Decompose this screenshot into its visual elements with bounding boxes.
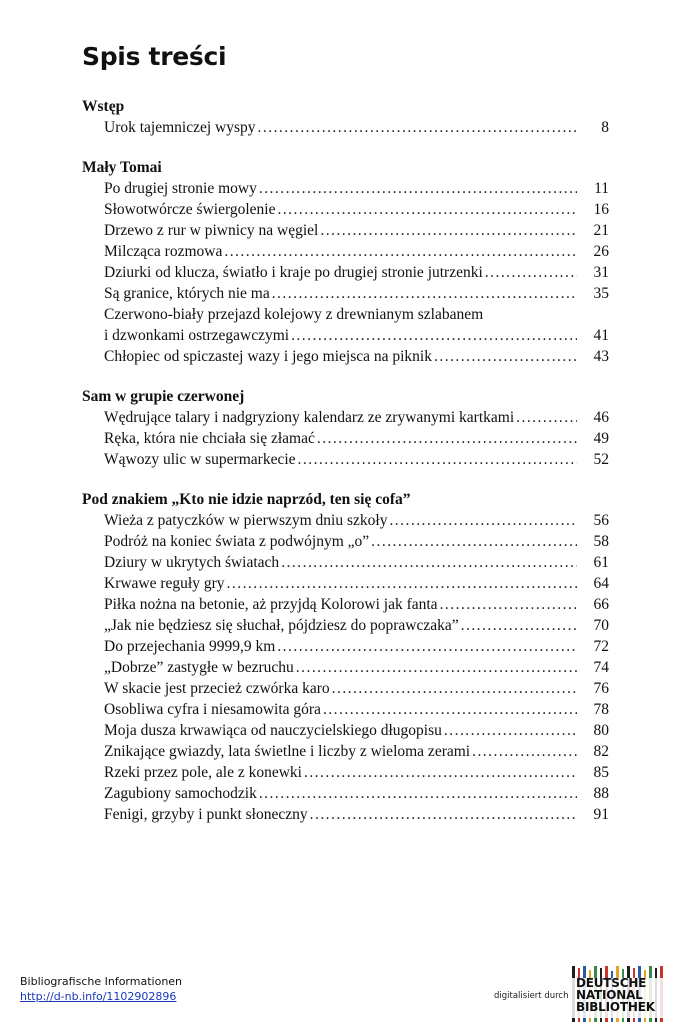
toc-entry-page-number: 16	[593, 201, 609, 218]
toc-entry-label: i dzwonkami ostrzegawczymi	[104, 327, 290, 344]
toc-entry-label: Osobliwa cyfra i niesamowita góra	[104, 701, 321, 718]
dot-leader	[317, 428, 577, 449]
toc-entry-page-number: 41	[593, 327, 609, 344]
bib-info-label: Bibliografische Informationen	[20, 975, 183, 988]
toc-entry-label: W skacie jest przecież czwórka karo	[104, 680, 330, 697]
toc-entry-page-number: 35	[593, 285, 609, 302]
toc-entry[interactable]	[82, 428, 609, 449]
toc-entry[interactable]	[82, 699, 609, 720]
toc-section	[82, 489, 609, 825]
toc-entry[interactable]	[82, 552, 609, 573]
section-heading: Pod znakiem „Kto nie idzie naprzód, ten się cofa”	[82, 491, 411, 508]
toc-entry-page-number: 70	[593, 617, 609, 634]
toc-entry[interactable]	[82, 199, 609, 220]
section-divider	[82, 367, 609, 382]
toc-entry-label-first-line: Czerwono-biały przejazd kolejowy z drewnianym szlabanem	[104, 306, 484, 323]
toc-entry-label: Wędrujące talary i nadgryziony kalendarz ze zrywanymi kartkami	[104, 409, 515, 426]
dnb-logo	[572, 966, 668, 1022]
dot-leader	[434, 346, 577, 367]
dnb-logo-line3: BIBLIOTHEK	[576, 1000, 655, 1014]
toc-entry[interactable]	[82, 804, 609, 825]
toc-entry-page-number: 8	[601, 119, 609, 136]
toc-entry[interactable]	[82, 720, 609, 741]
toc-entry-label: Podróż na koniec świata z podwójnym „o”	[104, 533, 370, 550]
dot-leader	[440, 594, 577, 615]
dot-leader	[258, 117, 577, 138]
dot-leader	[272, 283, 577, 304]
toc-entry-page-number: 49	[593, 430, 609, 447]
toc-entry[interactable]	[82, 262, 609, 283]
dot-leader	[281, 552, 577, 573]
dot-leader	[320, 220, 577, 241]
dot-leader	[224, 241, 577, 262]
toc-entry-page-number: 21	[593, 222, 609, 239]
toc-section	[82, 386, 609, 470]
toc-entry[interactable]	[82, 407, 609, 428]
toc-entry-label: Po drugiej stronie mowy	[104, 180, 257, 197]
dot-leader	[485, 262, 577, 283]
toc-entry-page-number: 46	[593, 409, 609, 426]
toc-entry-label: Dziury w ukrytych światach	[104, 554, 280, 571]
toc-entry-page-number: 85	[593, 764, 609, 781]
dot-leader	[259, 178, 577, 199]
dot-leader	[296, 657, 577, 678]
toc-entry-label: Milcząca rozmowa	[104, 243, 223, 260]
toc-entry-page-number: 31	[593, 264, 609, 281]
toc-entry[interactable]	[82, 220, 609, 241]
dot-leader	[332, 678, 577, 699]
dot-leader	[323, 699, 577, 720]
toc-entry-page-number: 66	[593, 596, 609, 613]
dot-leader	[259, 783, 577, 804]
section-heading: Mały Tomai	[82, 159, 162, 176]
toc-entry-page-number: 74	[593, 659, 609, 676]
toc-entry-label: Krwawe reguły gry	[104, 575, 225, 592]
toc-entry[interactable]	[82, 657, 609, 678]
toc-entry-label: Są granice, których nie ma	[104, 285, 270, 302]
toc-entry-label: Piłka nożna na betonie, aż przyjdą Kolorowi jak fanta	[104, 596, 438, 613]
toc-entry-page-number: 80	[593, 722, 609, 739]
dot-leader	[389, 510, 577, 531]
toc-entry[interactable]	[82, 762, 609, 783]
page-title: Spis treści	[82, 42, 227, 71]
bibliographic-info	[20, 974, 182, 1004]
toc-entry[interactable]	[82, 449, 609, 470]
dot-leader	[516, 407, 577, 428]
dot-leader	[304, 762, 577, 783]
bib-info-link[interactable]: http://d-nb.info/1102902896	[20, 990, 177, 1003]
toc-entry[interactable]	[82, 531, 609, 552]
dot-leader	[461, 615, 577, 636]
toc-entry[interactable]	[82, 594, 609, 615]
toc-entry[interactable]	[82, 117, 609, 138]
toc-entry-page-number: 52	[593, 451, 609, 468]
dot-leader	[371, 531, 577, 552]
toc-entry[interactable]	[82, 283, 609, 304]
toc-entry-page-number: 56	[593, 512, 609, 529]
toc-entry-label: Dziurki od klucza, światło i kraje po drugiej stronie jutrzenki	[104, 264, 483, 281]
toc-entry[interactable]	[82, 573, 609, 594]
toc-entry-page-number: 82	[593, 743, 609, 760]
toc-entry-label: Ręka, która nie chciała się złamać	[104, 430, 315, 447]
toc-entry[interactable]	[82, 741, 609, 762]
dot-leader	[310, 804, 577, 825]
toc-entry-label: Znikające gwiazdy, lata świetlne i liczby z wieloma zerami	[104, 743, 471, 760]
toc-entry-label: Słowotwórcze świergolenie	[104, 201, 276, 218]
toc-entry-label: Zagubiony samochodzik	[104, 785, 257, 802]
toc-entry-page-number: 61	[593, 554, 609, 571]
toc-entry-label: Drzewo z rur w piwnicy na węgiel	[104, 222, 319, 239]
toc-entry-label: „Dobrze” zastygłe w bezruchu	[104, 659, 294, 676]
toc-entry-label: Wąwozy ulic w supermarkecie	[104, 451, 296, 468]
section-heading: Sam w grupie czerwonej	[82, 388, 245, 405]
toc-section	[82, 96, 609, 138]
dot-leader	[298, 449, 577, 470]
toc-entry-page-number: 26	[593, 243, 609, 260]
toc-entry[interactable]	[82, 510, 609, 531]
toc-entry[interactable]	[82, 346, 609, 367]
toc-entry-page-number: 72	[593, 638, 609, 655]
section-heading: Wstęp	[82, 98, 125, 115]
toc-entry-label: Fenigi, grzyby i punkt słoneczny	[104, 806, 308, 823]
dnb-logo-line2: NATIONAL	[576, 988, 643, 1002]
toc-entry-page-number: 43	[593, 348, 609, 365]
digitized-by-label: digitalisiert durch	[494, 991, 569, 1001]
section-divider	[82, 470, 609, 485]
dot-leader	[227, 573, 577, 594]
toc-entry-page-number: 78	[593, 701, 609, 718]
dot-leader	[277, 199, 577, 220]
toc-entry[interactable]	[82, 678, 609, 699]
section-divider	[82, 138, 609, 153]
toc-entry-label: Chłopiec od spiczastej wazy i jego miejsca na piknik	[104, 348, 432, 365]
toc-entry[interactable]	[82, 304, 609, 346]
toc-entry-page-number: 58	[593, 533, 609, 550]
toc-entry-label: Rzeki przez pole, ale z konewki	[104, 764, 302, 781]
dot-leader	[472, 741, 577, 762]
toc-section	[82, 157, 609, 367]
toc-entry[interactable]	[82, 783, 609, 804]
toc-entry-page-number: 64	[593, 575, 609, 592]
dot-leader	[291, 325, 577, 346]
dnb-logo-line1: DEUTSCHE	[576, 976, 647, 990]
table-of-contents	[82, 92, 609, 825]
dot-leader	[277, 636, 577, 657]
toc-entry-label: Moja dusza krwawiąca od nauczycielskiego długopisu	[104, 722, 442, 739]
toc-entry-page-number: 91	[593, 806, 609, 823]
toc-entry-label: Do przejechania 9999,9 km	[104, 638, 276, 655]
toc-entry[interactable]	[82, 636, 609, 657]
toc-entry[interactable]	[82, 241, 609, 262]
toc-entry-page-number: 76	[593, 680, 609, 697]
toc-entry-label: „Jak nie będziesz się słuchał, pójdziesz do poprawczaka”	[104, 617, 459, 634]
dot-leader	[444, 720, 577, 741]
toc-entry-label: Wieża z patyczków w pierwszym dniu szkoły	[104, 512, 388, 529]
toc-entry[interactable]	[82, 178, 609, 199]
toc-entry-label: Urok tajemniczej wyspy	[104, 119, 256, 136]
toc-entry[interactable]	[82, 615, 609, 636]
toc-entry-page-number: 88	[593, 785, 609, 802]
toc-entry-page-number: 11	[594, 180, 609, 197]
